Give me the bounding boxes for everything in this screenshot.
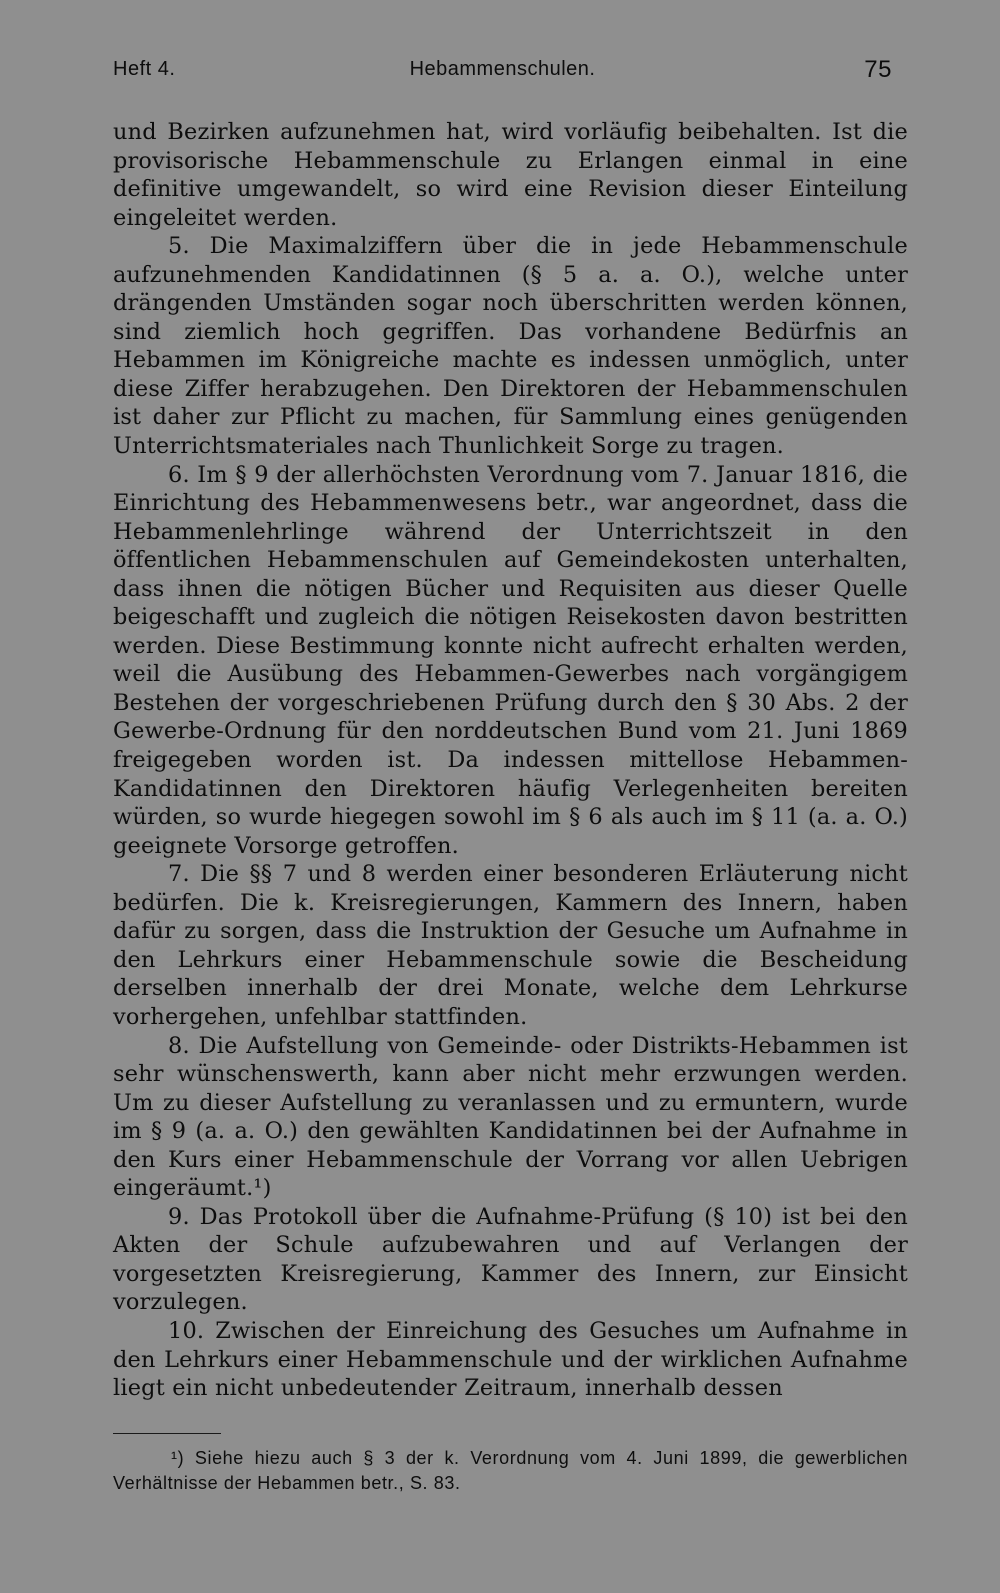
paragraph-5: 5. Die Maximalziffern über die in jede Hebammenschule aufzunehmenden Kandidatinnen (§ 5 a. a. O.), welche unter drängenden Umständen sogar noch überschritten werden können, sind ziemlich hoch gegriffen. Das vorhandene Bedürfnis an Hebammen im Königreiche machte es indessen unmöglich, unter diese Ziffer herabzugehen. Den Direktoren der Hebammenschulen ist daher zur Pflicht zu machen, für Sammlung eines genügenden Unterrichtsmateriales nach Thunlichkeit Sorge zu tragen. [113, 233, 908, 460]
footnote: ¹) Siehe hiezu auch § 3 der k. Verordnung vom 4. Juni 1899, die gewerblichen Verhältnisse der Hebammen betr., S. 83. [113, 1448, 908, 1493]
running-title: Hebammenschulen. [409, 58, 596, 80]
main-text [113, 118, 908, 1403]
issue-label: Heft 4. [113, 58, 176, 80]
paragraph-8: 8. Die Aufstellung von Gemeinde- oder Distrikts-Hebammen ist sehr wünschenswerth, kann aber nicht mehr erzwungen werden. Um zu dieser Aufstellung zu veranlassen und zu ermuntern, wurde im § 9 (a. a. O.) den gewählten Kandidatinnen bei der Aufnahme in den Kurs einer Hebammenschule der Vorrang vor allen Uebrigen eingeräumt.¹) [113, 1032, 908, 1202]
paragraph-6: 6. Im § 9 der allerhöchsten Verordnung vom 7. Januar 1816, die Einrichtung des Hebammenwesens betr., war angeordnet, dass die Hebammenlehrlinge während der Unterrichtszeit in den öffentlichen Hebammenschulen auf Gemeindekosten unterhalten, dass ihnen die nötigen Bücher und Requisiten aus dieser Quelle beigeschafft und zugleich die nötigen Reisekosten davon bestritten werden. Diese Bestimmung konnte nicht aufrecht erhalten werden, weil die Ausübung des Hebammen-Gewerbes nach vorgängigem Bestehen der vorgeschriebenen Prüfung durch den § 30 Abs. 2 der Gewerbe-Ordnung für den norddeutschen Bund vom 21. Juni 1869 freigegeben worden ist. Da indessen mittellose Hebammen-Kandidatinnen den Direktoren häufig Verlegenheiten bereiten würden, so wurde hiegegen sowohl im § 6 als auch im § 11 (a. a. O.) geeignete Vorsorge getroffen. [113, 461, 908, 859]
paragraph-9: 9. Das Protokoll über die Aufnahme-Prüfung (§ 10) ist bei den Akten der Schule aufzubewahren und auf Verlangen der vorgesetzten Kreisregierung, Kammer des Innern, zur Einsicht vorzulegen. [113, 1203, 908, 1316]
paragraph-continuation: und Bezirken aufzunehmen hat, wird vorläufig beibehalten. Ist die provisorische Hebammenschule zu Erlangen einmal in eine definitive umgewandelt, so wird eine Revision dieser Einteilung eingeleitet werden. [113, 119, 908, 231]
footnote-rule [113, 1433, 221, 1434]
paragraph-10: 10. Zwischen der Einreichung des Gesuches um Aufnahme in den Lehrkurs einer Hebammenschule und der wirklichen Aufnahme liegt ein nicht unbedeutender Zeitraum, innerhalb dessen [113, 1317, 908, 1402]
page-number: 75 [864, 56, 892, 83]
paragraph-7: 7. Die §§ 7 und 8 werden einer besonderen Erläuterung nicht bedürfen. Die k. Kreisregierungen, Kammern des Innern, haben dafür zu sorgen, dass die Instruktion der Gesuche um Aufnahme in den Lehrkurs einer Hebammenschule sowie die Bescheidung derselben innerhalb der drei Monate, welche dem Lehrkurse vorhergehen, unfehlbar stattfinden. [113, 861, 908, 1030]
running-header [113, 58, 892, 88]
